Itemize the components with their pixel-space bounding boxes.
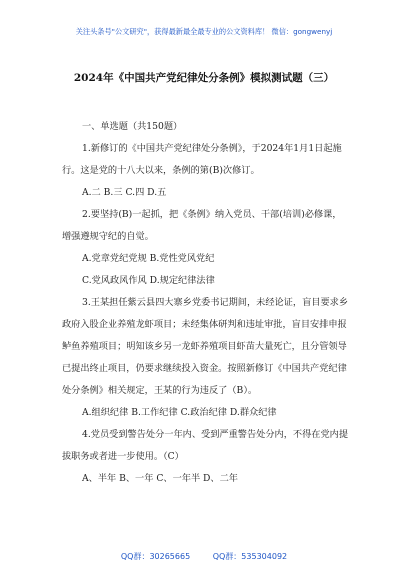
question-4-stem: 4.党员受到警告处分一年内、受到严重警告处分内，不得在党内提拔职务或者进一步使用。（C） [62, 429, 349, 462]
question-1-options: A.二 B.三 C.四 D.五 [82, 187, 167, 198]
footer-qq-group-2: QQ群：535304092 [212, 552, 288, 561]
question-2-options-line-2: C.党风政风作风 D.规定纪律法律 [82, 275, 215, 286]
document-body [62, 116, 348, 490]
footer [0, 551, 408, 562]
question-2-options-line-1: A.党章党纪党规 B.党性党风党纪 [82, 253, 215, 264]
question-2-stem: 2.要坚持(B)一起抓，把《条例》纳入党员、干部(培训)必修课，增强遵规守纪的自觉。 [62, 209, 342, 242]
document-title: 2024年《中国共产党纪律处分条例》模拟测试题（三） [73, 72, 335, 84]
question-3-stem: 3.王某担任紫云县四大寨乡党委书记期间，未经论证，盲目要求乡政府入股企业养殖龙虾项目；未经集体研判和违址审批，盲目安排申报鲈鱼养殖项目；明知该乡另一龙虾养殖项目虾苗大量死亡，且分管领导已提出终止项目，仍要求继续投入资金。按照新修订《中国共产党纪律处分条例》相关规定，王某的行为违反了（B）。 [62, 297, 349, 396]
section-heading: 一、单选题（共150题） [82, 121, 183, 132]
header-note: 关注头条号"公文研究"，获得最新最全最专业的公文资料库！ 微信：gongwenyj [75, 27, 333, 36]
question-1-stem: 1.新修订的《中国共产党纪律处分条例》，于2024年1月1日起施行。这是党的十八大以来，条例的第(B)次修订。 [62, 143, 342, 176]
question-3-options: A.组织纪律 B.工作纪律 C.政治纪律 D.群众纪律 [82, 407, 277, 418]
footer-qq-group-1: QQ群：30265665 [120, 552, 191, 561]
question-4-options: A、半年 B、一年 C、一年半 D、二年 [82, 473, 238, 484]
